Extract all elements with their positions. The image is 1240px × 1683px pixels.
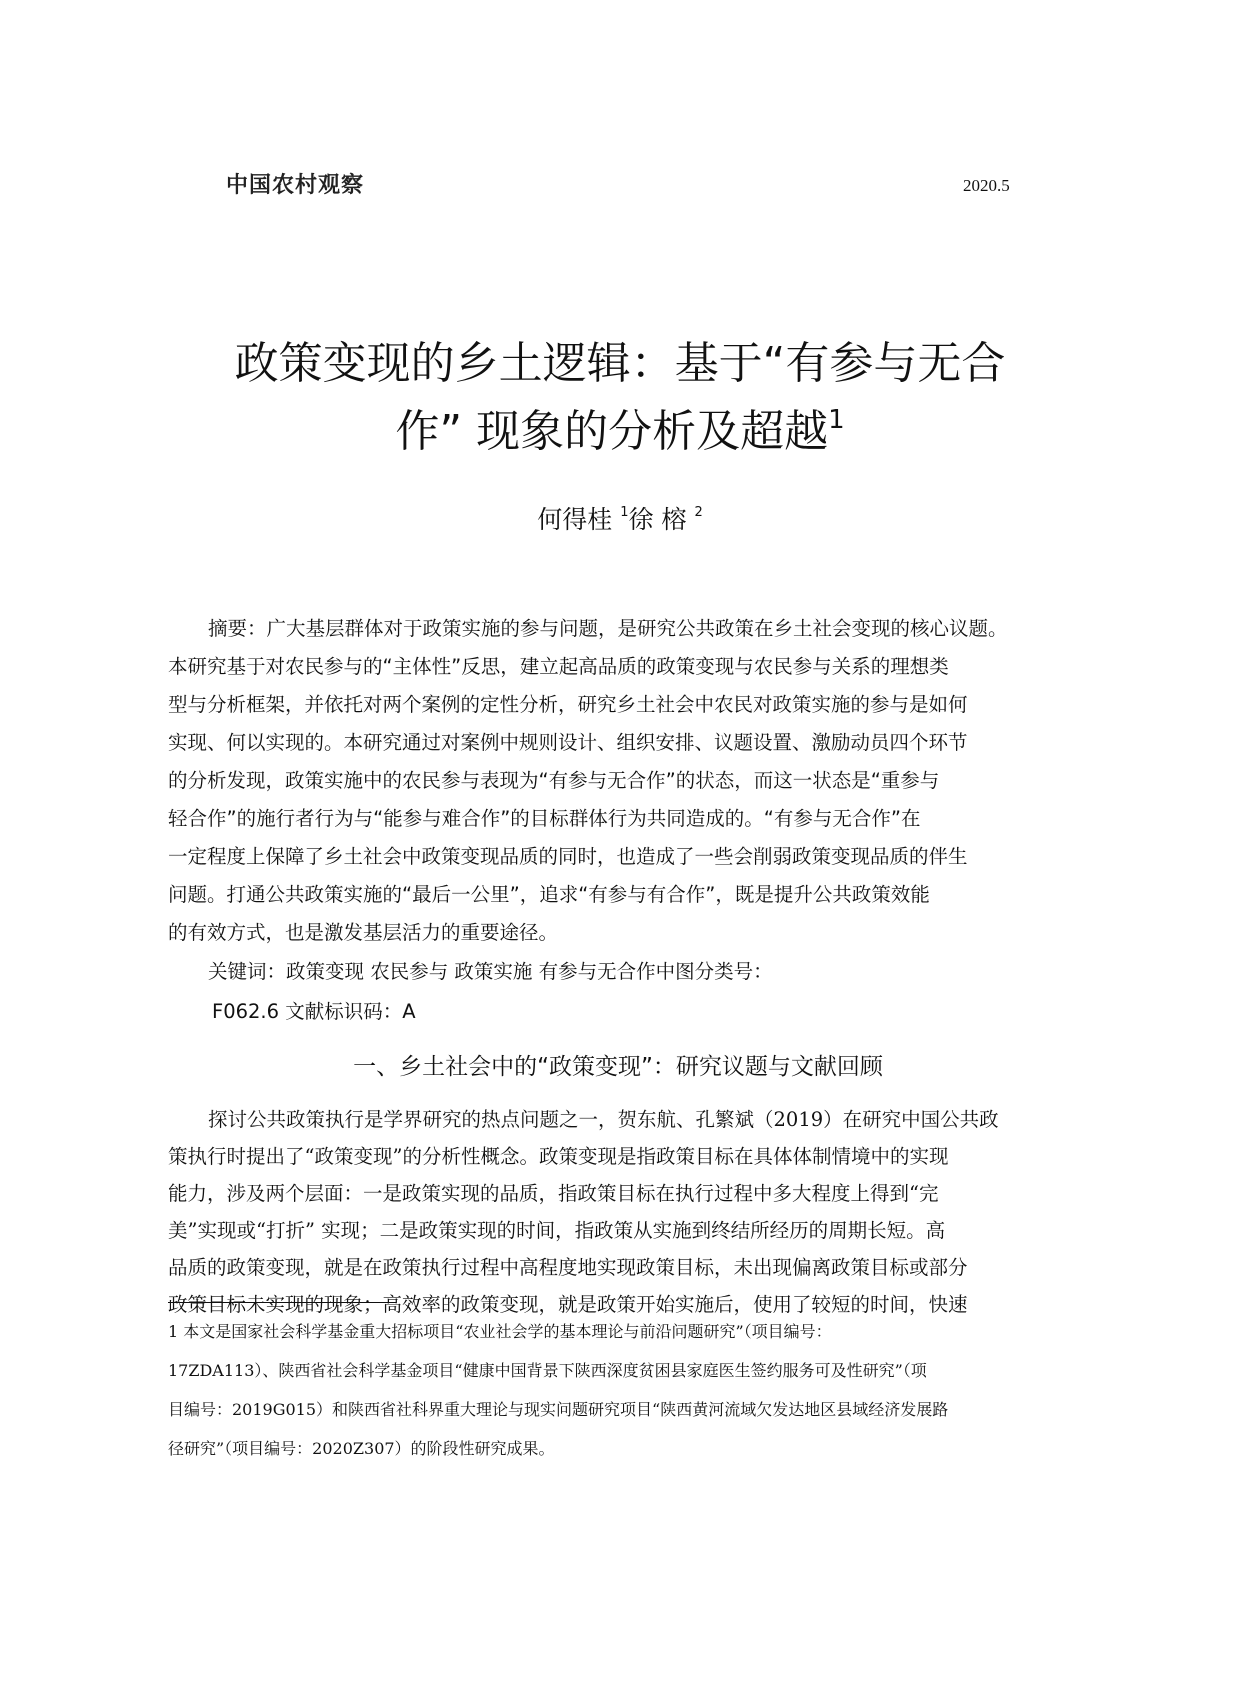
abstract-line: 的分析发现，政策实施中的农民参与表现为“有参与无合作”的状态，而这一状态是“重参与 (168, 769, 940, 792)
footnote-line: 17ZDA113）、陕西省社会科学基金项目“健康中国背景下陕西深度贫困县家庭医生签约服务可及性研究”（项 (168, 1361, 927, 1380)
author-list (300, 500, 940, 536)
footnote-line: 1 本文是国家社会科学基金重大招标项目“农业社会学的基本理论与前沿问题研究”（项目编号： (168, 1322, 832, 1341)
title-line-2: 作” 现象的分析及超越 (395, 406, 829, 457)
footnote (168, 1312, 1078, 1468)
body-line: 政策目标未实现的现象；高效率的政策变现，就是政策开始实施后，使用了较短的时间，快速 (168, 1293, 968, 1316)
classification-line: F062.6 文献标识码：A (212, 1000, 416, 1023)
body-paragraph (168, 1101, 1078, 1323)
body-line: 能力，涉及两个层面：一是政策实现的品质，指政策目标在执行过程中多大程度上得到“完 (168, 1182, 939, 1205)
body-line: 探讨公共政策执行是学界研究的热点问题之一，贺东航、孔繁斌（2019）在研究中国公共政 (208, 1108, 999, 1131)
body-line: 美”实现或“打折” 实现；二是政策实现的时间，指政策从实施到终结所经历的周期长短。高 (168, 1219, 946, 1242)
issue-number: 2020.5 (963, 176, 1010, 195)
title-line-2-wrap (150, 398, 1090, 466)
author-name: 徐 榕 (628, 505, 687, 534)
keywords (208, 952, 773, 1032)
author-affiliation-mark: 1 (620, 505, 629, 520)
body-line: 品质的政策变现，就是在政策执行过程中高程度地实现政策目标，未出现偏离政策目标或部分 (168, 1256, 968, 1279)
keywords-line: 关键词：政策变现 农民参与 政策实施 有参与无合作中图分类号： (208, 960, 773, 983)
footnote-line: 径研究”（项目编号：2020Z307）的阶段性研究成果。 (168, 1439, 555, 1458)
author-name: 何得桂 (537, 505, 613, 534)
footnote-divider (168, 1302, 396, 1303)
abstract-line: 轻合作”的施行者行为与“能参与难合作”的目标群体行为共同造成的。“有参与无合作”在 (168, 807, 921, 830)
abstract-line: 的有效方式，也是激发基层活力的重要途径。 (168, 921, 559, 944)
title-footnote-mark[interactable]: 1 (828, 405, 845, 435)
abstract-line: 问题。打通公共政策实施的“最后一公里”，追求“有参与有合作”，既是提升公共政策效能 (168, 883, 930, 906)
abstract-line: 摘要：广大基层群体对于政策实施的参与问题，是研究公共政策在乡土社会变现的核心议题。 (208, 617, 1008, 640)
title-line-1: 政策变现的乡土逻辑：基于“有参与无合 (234, 338, 1006, 389)
abstract-line: 本研究基于对农民参与的“主体性”反思，建立起高品质的政策变现与农民参与关系的理想类 (168, 655, 949, 678)
paper-title (150, 330, 1090, 466)
author-affiliation-mark: 2 (694, 505, 703, 520)
abstract-line: 型与分析框架，并依托对两个案例的定性分析，研究乡土社会中农民对政策实施的参与是如何 (168, 693, 968, 716)
abstract-line: 实现、何以实现的。本研究通过对案例中规则设计、组织安排、议题设置、激励动员四个环节 (168, 731, 968, 754)
journal-logo: 中国农村观察 (226, 173, 365, 198)
body-line: 策执行时提出了“政策变现”的分析性概念。政策变现是指政策目标在具体体制情境中的实现 (168, 1145, 949, 1168)
footnote-line: 目编号：2019G015）和陕西省社科界重大理论与现实问题研究项目“陕西黄河流域欠发达地区县域经济发展路 (168, 1400, 949, 1419)
abstract (168, 610, 1068, 952)
section-heading: 一、乡土社会中的“政策变现”：研究议题与文献回顾 (353, 1054, 883, 1080)
abstract-line: 一定程度上保障了乡土社会中政策变现品质的同时，也造成了一些会削弱政策变现品质的伴生 (168, 845, 968, 868)
